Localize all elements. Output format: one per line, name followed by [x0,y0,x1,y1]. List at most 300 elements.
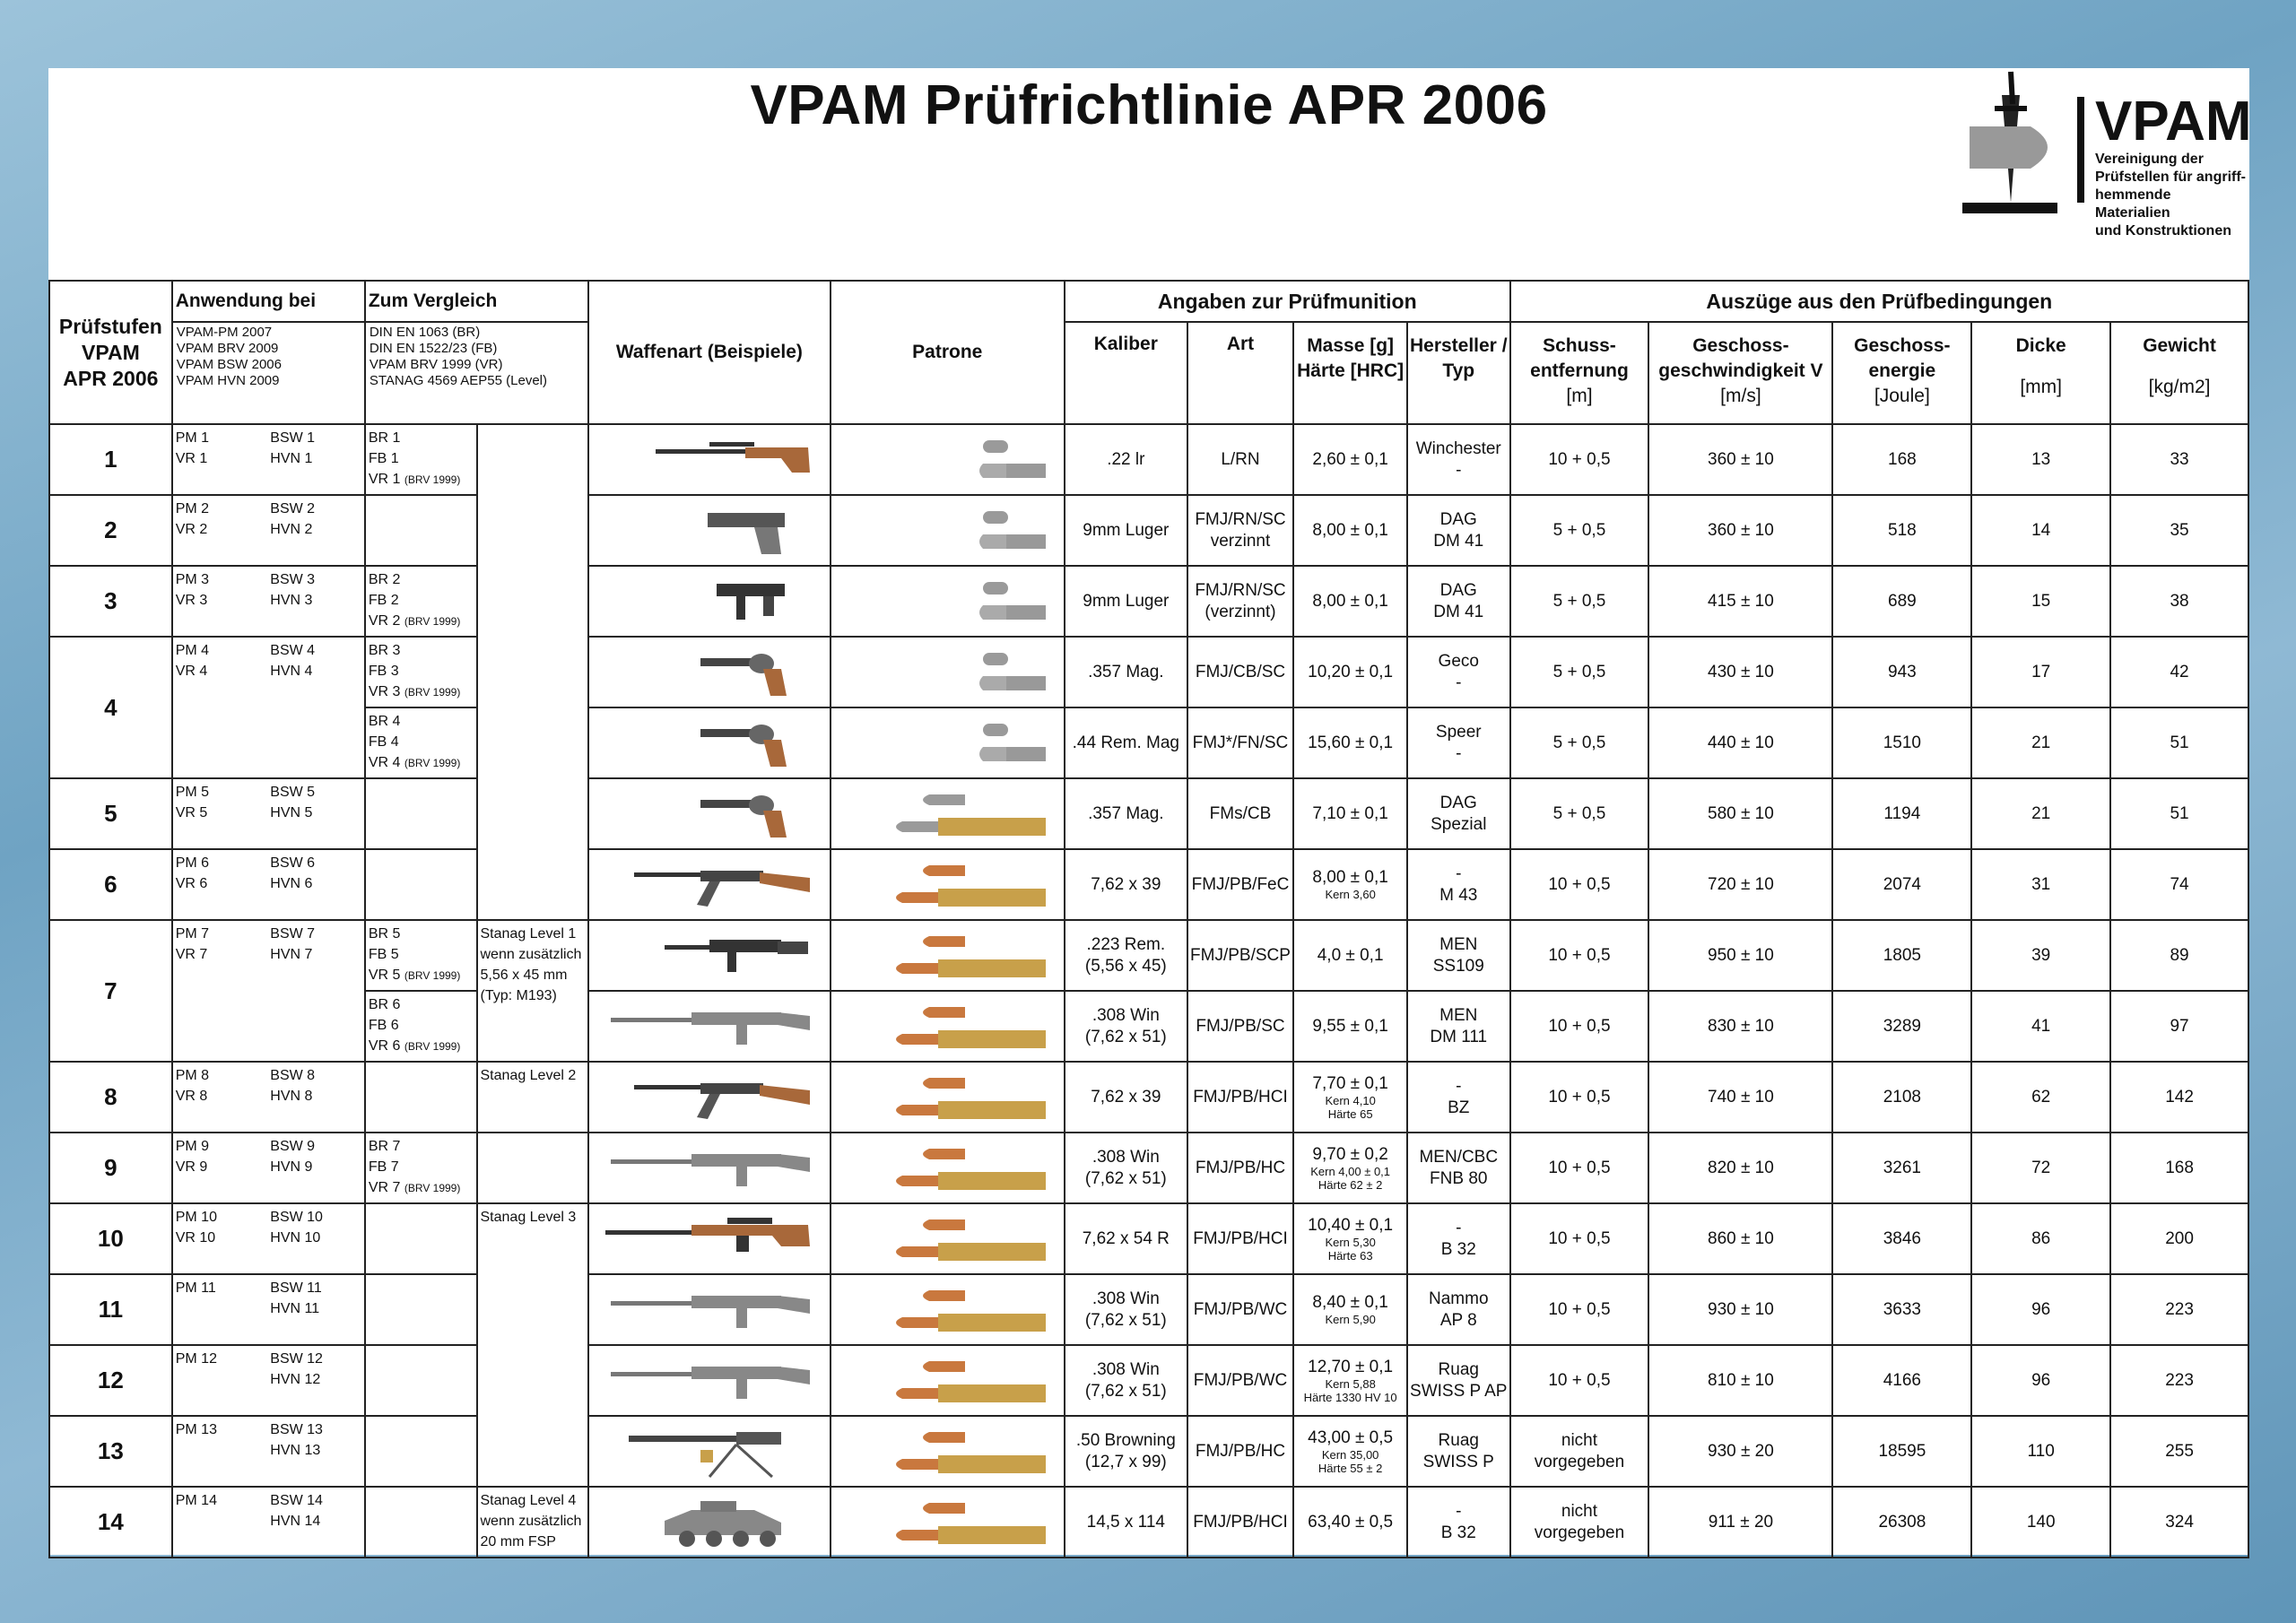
bsw-cell: BSW 8 HVN 8 [267,1062,365,1133]
table-row [49,849,2248,920]
bsw-cell: BSW 13 HVN 13 [267,1416,365,1487]
geschwindigkeit-cell: 360 ± 10 [1648,495,1832,566]
kaliber-cell: .308 Win (7,62 x 51) [1065,991,1187,1062]
geschwindigkeit-cell: 720 ± 10 [1648,849,1832,920]
energie-cell: 18595 [1832,1416,1971,1487]
gewicht-cell: 51 [2110,707,2248,778]
geschwindigkeit-cell: 430 ± 10 [1648,637,1832,707]
entfernung-cell: 10 + 0,5 [1510,849,1649,920]
geschwindigkeit-cell: 440 ± 10 [1648,707,1832,778]
vergleich-cell: BR 7 FB 7 VR 7 (BRV 1999) [365,1133,477,1203]
pm-cell: PM 13 [172,1416,268,1487]
cartridge-cell [831,991,1065,1062]
art-cell: FMJ/PB/SCP [1187,920,1294,991]
cartridge-cell [831,1062,1065,1133]
masse-cell: 12,70 ± 0,1 Kern 5,88 Härte 1330 HV 10 [1293,1345,1407,1416]
energie-cell: 2074 [1832,849,1971,920]
geschwindigkeit-cell: 810 ± 10 [1648,1345,1832,1416]
art-cell: FMJ/RN/SC (verzinnt) [1187,566,1294,637]
kaliber-cell: 9mm Luger [1065,566,1187,637]
art-cell: FMJ/PB/HCI [1187,1487,1294,1558]
armored-vehicle-icon [589,1494,829,1551]
art-cell: FMJ/PB/WC [1187,1274,1294,1345]
energie-cell: 1510 [1832,707,1971,778]
cartridge-cell [831,778,1065,849]
header-schuss: Schuss- entfernung [m] [1510,322,1649,424]
vergleich-cell [365,1345,477,1416]
header-vergleich: Zum Vergleich [365,281,588,322]
pm-cell: PM 12 [172,1345,268,1416]
energie-cell: 26308 [1832,1487,1971,1558]
table-row [49,1062,2248,1133]
dicke-cell: 62 [1971,1062,2110,1133]
revolver-icon [589,715,829,772]
art-cell: FMJ/PB/SC [1187,991,1294,1062]
vergleich-cell: BR 1 FB 1 VR 1 (BRV 1999) [365,424,477,495]
stufe-cell: 14 [49,1487,172,1558]
entfernung-cell: 10 + 0,5 [1510,920,1649,991]
bsw-cell: BSW 1 HVN 1 [267,424,365,495]
dicke-cell: 21 [1971,778,2110,849]
stufe-cell: 5 [49,778,172,849]
cartridge-icon [831,715,1064,772]
stufe-cell: 13 [49,1416,172,1487]
table-row [49,1487,2248,1558]
cartridge-icon [831,1211,1064,1268]
hersteller-cell: - BZ [1407,1062,1510,1133]
header-munition: Angaben zur Prüfmunition [1065,281,1510,322]
pm-cell: PM 1 VR 1 [172,424,268,495]
hersteller-cell: - B 32 [1407,1487,1510,1558]
masse-cell: 8,40 ± 0,1 Kern 5,90 [1293,1274,1407,1345]
bsw-cell: BSW 5 HVN 5 [267,778,365,849]
pm-cell: PM 6 VR 6 [172,849,268,920]
carbine-icon [589,927,829,985]
energie-cell: 943 [1832,637,1971,707]
header-waffenart: Waffenart (Beispiele) [588,281,830,424]
table-row [49,991,2248,1062]
weapon-cell [588,566,830,637]
geschwindigkeit-cell: 930 ± 10 [1648,1274,1832,1345]
geschwindigkeit-cell: 930 ± 20 [1648,1416,1832,1487]
header-patrone: Patrone [831,281,1065,424]
stufe-cell: 8 [49,1062,172,1133]
entfernung-cell: 10 + 0,5 [1510,1062,1649,1133]
table-row [49,566,2248,637]
entfernung-cell: 5 + 0,5 [1510,707,1649,778]
hersteller-cell: Geco - [1407,637,1510,707]
gewicht-cell: 51 [2110,778,2248,849]
dicke-cell: 96 [1971,1274,2110,1345]
gewicht-cell: 35 [2110,495,2248,566]
entfernung-cell: 5 + 0,5 [1510,637,1649,707]
revolver-icon [589,644,829,701]
art-cell: FMJ/CB/SC [1187,637,1294,707]
gewicht-cell: 223 [2110,1274,2248,1345]
pistol-icon [589,502,829,560]
pm-cell: PM 9 VR 9 [172,1133,268,1203]
energie-cell: 4166 [1832,1345,1971,1416]
dicke-cell: 96 [1971,1345,2110,1416]
cartridge-cell [831,1416,1065,1487]
hersteller-cell: DAG DM 41 [1407,566,1510,637]
dicke-cell: 72 [1971,1133,2110,1203]
weapon-cell [588,424,830,495]
header-anwendung-list: VPAM-PM 2007 VPAM BRV 2009 VPAM BSW 2006 VPAM HVN 2009 [172,322,365,424]
pm-cell: PM 2 VR 2 [172,495,268,566]
gewicht-cell: 89 [2110,920,2248,991]
art-cell: FMJ/PB/FeC [1187,849,1294,920]
header-gewicht: Gewicht [kg/m2] [2110,322,2248,424]
dicke-cell: 110 [1971,1416,2110,1487]
stufe-cell: 7 [49,920,172,1062]
hersteller-cell: Ruag SWISS P [1407,1416,1510,1487]
stufe-cell: 1 [49,424,172,495]
geschwindigkeit-cell: 911 ± 20 [1648,1487,1832,1558]
geschwindigkeit-cell: 860 ± 10 [1648,1203,1832,1274]
energie-cell: 518 [1832,495,1971,566]
stanag-cell [477,424,589,920]
weapon-cell [588,1203,830,1274]
dicke-cell: 14 [1971,495,2110,566]
battle-rifle-icon [589,1281,829,1339]
energie-cell: 3633 [1832,1274,1971,1345]
entfernung-cell: 5 + 0,5 [1510,566,1649,637]
cartridge-icon [831,502,1064,560]
bsw-cell: BSW 9 HVN 9 [267,1133,365,1203]
art-cell: FMJ/PB/HCI [1187,1203,1294,1274]
weapon-cell [588,778,830,849]
masse-cell: 9,70 ± 0,2 Kern 4,00 ± 0,1 Härte 62 ± 2 [1293,1133,1407,1203]
art-cell: FMJ/PB/HC [1187,1416,1294,1487]
table-row [49,1133,2248,1203]
masse-cell: 7,10 ± 0,1 [1293,778,1407,849]
cartridge-icon [831,431,1064,489]
energie-cell: 1805 [1832,920,1971,991]
entfernung-cell: 5 + 0,5 [1510,495,1649,566]
header-masse: Masse [g] Härte [HRC] [1293,322,1407,424]
cartridge-icon [831,1069,1064,1126]
stanag-cell: Stanag Level 2 [477,1062,589,1133]
pm-cell: PM 10 VR 10 [172,1203,268,1274]
table-row [49,778,2248,849]
hersteller-cell: MEN/CBC FNB 80 [1407,1133,1510,1203]
document-sheet [48,68,2252,1555]
art-cell: FMJ*/FN/SC [1187,707,1294,778]
vergleich-cell: BR 2 FB 2 VR 2 (BRV 1999) [365,566,477,637]
rifle-icon [589,431,829,489]
assault-rifle-icon [589,856,829,914]
vergleich-cell [365,778,477,849]
pm-cell: PM 4 VR 4 [172,637,268,778]
kaliber-cell: .308 Win (7,62 x 51) [1065,1274,1187,1345]
dicke-cell: 31 [1971,849,2110,920]
dicke-cell: 41 [1971,991,2110,1062]
machine-gun-icon [589,1423,829,1480]
weapon-cell [588,707,830,778]
entfernung-cell: 10 + 0,5 [1510,1345,1649,1416]
header-anwendung: Anwendung bei [172,281,365,322]
cartridge-icon [831,1423,1064,1480]
dicke-cell: 15 [1971,566,2110,637]
gewicht-cell: 324 [2110,1487,2248,1558]
art-cell: FMJ/PB/WC [1187,1345,1294,1416]
stufe-cell: 12 [49,1345,172,1416]
gewicht-cell: 38 [2110,566,2248,637]
gewicht-cell: 74 [2110,849,2248,920]
cartridge-cell [831,1203,1065,1274]
cartridge-cell [831,566,1065,637]
kaliber-cell: 7,62 x 54 R [1065,1203,1187,1274]
art-cell: FMJ/RN/SC verzinnt [1187,495,1294,566]
header-geschw: Geschoss- geschwindigkeit V [m/s] [1648,322,1832,424]
vergleich-cell [365,1062,477,1133]
kaliber-cell: 7,62 x 39 [1065,849,1187,920]
gewicht-cell: 33 [2110,424,2248,495]
stanag-cell: Stanag Level 4 wenn zusätzlich 20 mm FSP [477,1487,589,1558]
stufe-cell: 4 [49,637,172,778]
bsw-cell: BSW 7 HVN 7 [267,920,365,1062]
cartridge-cell [831,1274,1065,1345]
hersteller-cell: Ruag SWISS P AP [1407,1345,1510,1416]
cartridge-icon [831,1494,1064,1551]
kaliber-cell: 7,62 x 39 [1065,1062,1187,1133]
gewicht-cell: 168 [2110,1133,2248,1203]
weapon-cell [588,1274,830,1345]
weapon-cell [588,1345,830,1416]
dicke-cell: 17 [1971,637,2110,707]
vergleich-cell: BR 4 FB 4 VR 4 (BRV 1999) [365,707,477,778]
entfernung-cell: 10 + 0,5 [1510,991,1649,1062]
masse-cell: 9,55 ± 0,1 [1293,991,1407,1062]
geschwindigkeit-cell: 830 ± 10 [1648,991,1832,1062]
masse-cell: 7,70 ± 0,1 Kern 4,10 Härte 65 [1293,1062,1407,1133]
art-cell: FMJ/PB/HC [1187,1133,1294,1203]
stanag-cell: Stanag Level 3 [477,1203,589,1487]
masse-cell: 8,00 ± 0,1 Kern 3,60 [1293,849,1407,920]
bsw-cell: BSW 3 HVN 3 [267,566,365,637]
entfernung-cell: 10 + 0,5 [1510,1203,1649,1274]
hersteller-cell: DAG DM 41 [1407,495,1510,566]
cartridge-icon [831,927,1064,985]
masse-cell: 43,00 ± 0,5 Kern 35,00 Härte 55 ± 2 [1293,1416,1407,1487]
energie-cell: 689 [1832,566,1971,637]
table-row [49,495,2248,566]
weapon-cell [588,637,830,707]
energie-cell: 3261 [1832,1133,1971,1203]
art-cell: FMJ/PB/HCI [1187,1062,1294,1133]
cartridge-cell [831,1133,1065,1203]
header-kaliber: Kaliber [1065,322,1187,424]
geschwindigkeit-cell: 740 ± 10 [1648,1062,1832,1133]
cartridge-cell [831,637,1065,707]
gewicht-cell: 42 [2110,637,2248,707]
weapon-cell [588,991,830,1062]
cartridge-cell [831,424,1065,495]
logo-bar [2077,97,2084,203]
battle-rifle-icon [589,998,829,1055]
vergleich-cell: BR 6 FB 6 VR 6 (BRV 1999) [365,991,477,1062]
masse-cell: 8,00 ± 0,1 [1293,566,1407,637]
masse-cell: 63,40 ± 0,5 [1293,1487,1407,1558]
cartridge-cell [831,495,1065,566]
battle-rifle-icon [589,1140,829,1197]
header-dicke: Dicke [mm] [1971,322,2110,424]
gewicht-cell: 142 [2110,1062,2248,1133]
vpam-logo [1959,68,2252,239]
bsw-cell: BSW 10 HVN 10 [267,1203,365,1274]
stufe-cell: 9 [49,1133,172,1203]
kaliber-cell: .44 Rem. Mag [1065,707,1187,778]
header-bedingungen: Auszüge aus den Prüfbedingungen [1510,281,2248,322]
bsw-cell: BSW 2 HVN 2 [267,495,365,566]
geschwindigkeit-cell: 415 ± 10 [1648,566,1832,637]
energie-cell: 1194 [1832,778,1971,849]
vergleich-cell: BR 3 FB 3 VR 3 (BRV 1999) [365,637,477,707]
table-row [49,1345,2248,1416]
table-row [49,920,2248,991]
smg-icon [589,573,829,630]
energie-cell: 168 [1832,424,1971,495]
weapon-cell [588,1133,830,1203]
weapon-cell [588,495,830,566]
hersteller-cell: - B 32 [1407,1203,1510,1274]
table-row [49,1416,2248,1487]
hersteller-cell: MEN DM 111 [1407,991,1510,1062]
geschwindigkeit-cell: 580 ± 10 [1648,778,1832,849]
kaliber-cell: 14,5 x 114 [1065,1487,1187,1558]
entfernung-cell: 10 + 0,5 [1510,1133,1649,1203]
table-row [49,637,2248,707]
dicke-cell: 86 [1971,1203,2110,1274]
entfernung-cell: 10 + 0,5 [1510,1274,1649,1345]
cartridge-icon [831,573,1064,630]
gewicht-cell: 200 [2110,1203,2248,1274]
cartridge-icon [831,1281,1064,1339]
dicke-cell: 39 [1971,920,2110,991]
pm-cell: PM 3 VR 3 [172,566,268,637]
pm-cell: PM 7 VR 7 [172,920,268,1062]
cartridge-icon [831,785,1064,843]
dicke-cell: 140 [1971,1487,2110,1558]
kaliber-cell: .50 Browning (12,7 x 99) [1065,1416,1187,1487]
entfernung-cell: 5 + 0,5 [1510,778,1649,849]
header-hersteller: Hersteller / Typ [1407,322,1510,424]
gewicht-cell: 97 [2110,991,2248,1062]
masse-cell: 2,60 ± 0,1 [1293,424,1407,495]
entfernung-cell: 10 + 0,5 [1510,424,1649,495]
energie-cell: 3846 [1832,1203,1971,1274]
art-cell: FMs/CB [1187,778,1294,849]
kaliber-cell: .357 Mag. [1065,637,1187,707]
cartridge-icon [831,998,1064,1055]
stanag-cell: Stanag Level 1 wenn zusätzlich 5,56 x 45 mm (Typ: M193) [477,920,589,1062]
entfernung-cell: nicht vorgegeben [1510,1416,1649,1487]
vergleich-cell [365,849,477,920]
sniper-rifle-icon [589,1211,829,1268]
weapon-cell [588,1416,830,1487]
vergleich-cell [365,495,477,566]
hersteller-cell: DAG Spezial [1407,778,1510,849]
kaliber-cell: .308 Win (7,62 x 51) [1065,1133,1187,1203]
energie-cell: 2108 [1832,1062,1971,1133]
vergleich-cell [365,1487,477,1558]
vergleich-cell: BR 5 FB 5 VR 5 (BRV 1999) [365,920,477,991]
table-row [49,1274,2248,1345]
pm-cell: PM 11 [172,1274,268,1345]
dagger-bullet-icon [1959,68,2093,230]
gewicht-cell: 223 [2110,1345,2248,1416]
cartridge-icon [831,1352,1064,1410]
weapon-cell [588,1062,830,1133]
table-row [49,1203,2248,1274]
cartridge-cell [831,849,1065,920]
header-stufe: Prüfstufen VPAM APR 2006 [49,281,172,424]
hersteller-cell: - M 43 [1407,849,1510,920]
pm-cell: PM 5 VR 5 [172,778,268,849]
assault-rifle-icon [589,1069,829,1126]
weapon-cell [588,1487,830,1558]
weapon-cell [588,849,830,920]
header-vergleich-list: DIN EN 1063 (BR) DIN EN 1522/23 (FB) VPAM BRV 1999 (VR) STANAG 4569 AEP55 (Level) [365,322,588,424]
hersteller-cell: Nammo AP 8 [1407,1274,1510,1345]
header-energie: Geschoss- energie [Joule] [1832,322,1971,424]
dicke-cell: 13 [1971,424,2110,495]
cartridge-cell [831,707,1065,778]
kaliber-cell: .308 Win (7,62 x 51) [1065,1345,1187,1416]
stufe-cell: 6 [49,849,172,920]
logo-name: VPAM [2095,91,2252,152]
weapon-cell [588,920,830,991]
masse-cell: 15,60 ± 0,1 [1293,707,1407,778]
bsw-cell: BSW 11 HVN 11 [267,1274,365,1345]
bsw-cell: BSW 14 HVN 14 [267,1487,365,1558]
header-art: Art [1187,322,1294,424]
revolver-icon [589,785,829,843]
masse-cell: 4,0 ± 0,1 [1293,920,1407,991]
cartridge-cell [831,920,1065,991]
logo-description: Vereinigung der Prüfstellen für angriff- hemmende Materialien und Konstruktionen [2095,152,2247,239]
bsw-cell: BSW 4 HVN 4 [267,637,365,778]
entfernung-cell: nicht vorgegeben [1510,1487,1649,1558]
apr-table [48,280,2249,1558]
stufe-cell: 3 [49,566,172,637]
kaliber-cell: .22 lr [1065,424,1187,495]
cartridge-icon [831,856,1064,914]
vergleich-cell [365,1203,477,1274]
geschwindigkeit-cell: 950 ± 10 [1648,920,1832,991]
hersteller-cell: MEN SS109 [1407,920,1510,991]
cartridge-icon [831,1140,1064,1197]
geschwindigkeit-cell: 820 ± 10 [1648,1133,1832,1203]
stufe-cell: 11 [49,1274,172,1345]
cartridge-cell [831,1487,1065,1558]
masse-cell: 8,00 ± 0,1 [1293,495,1407,566]
page-title: VPAM Prüfrichtlinie APR 2006 [750,74,1548,136]
vergleich-cell [365,1416,477,1487]
hersteller-cell: Winchester - [1407,424,1510,495]
stanag-cell [477,1133,589,1203]
energie-cell: 3289 [1832,991,1971,1062]
art-cell: L/RN [1187,424,1294,495]
table-row [49,424,2248,495]
kaliber-cell: .223 Rem. (5,56 x 45) [1065,920,1187,991]
bsw-cell: BSW 12 HVN 12 [267,1345,365,1416]
pm-cell: PM 14 [172,1487,268,1558]
gewicht-cell: 255 [2110,1416,2248,1487]
battle-rifle-icon [589,1352,829,1410]
bsw-cell: BSW 6 HVN 6 [267,849,365,920]
